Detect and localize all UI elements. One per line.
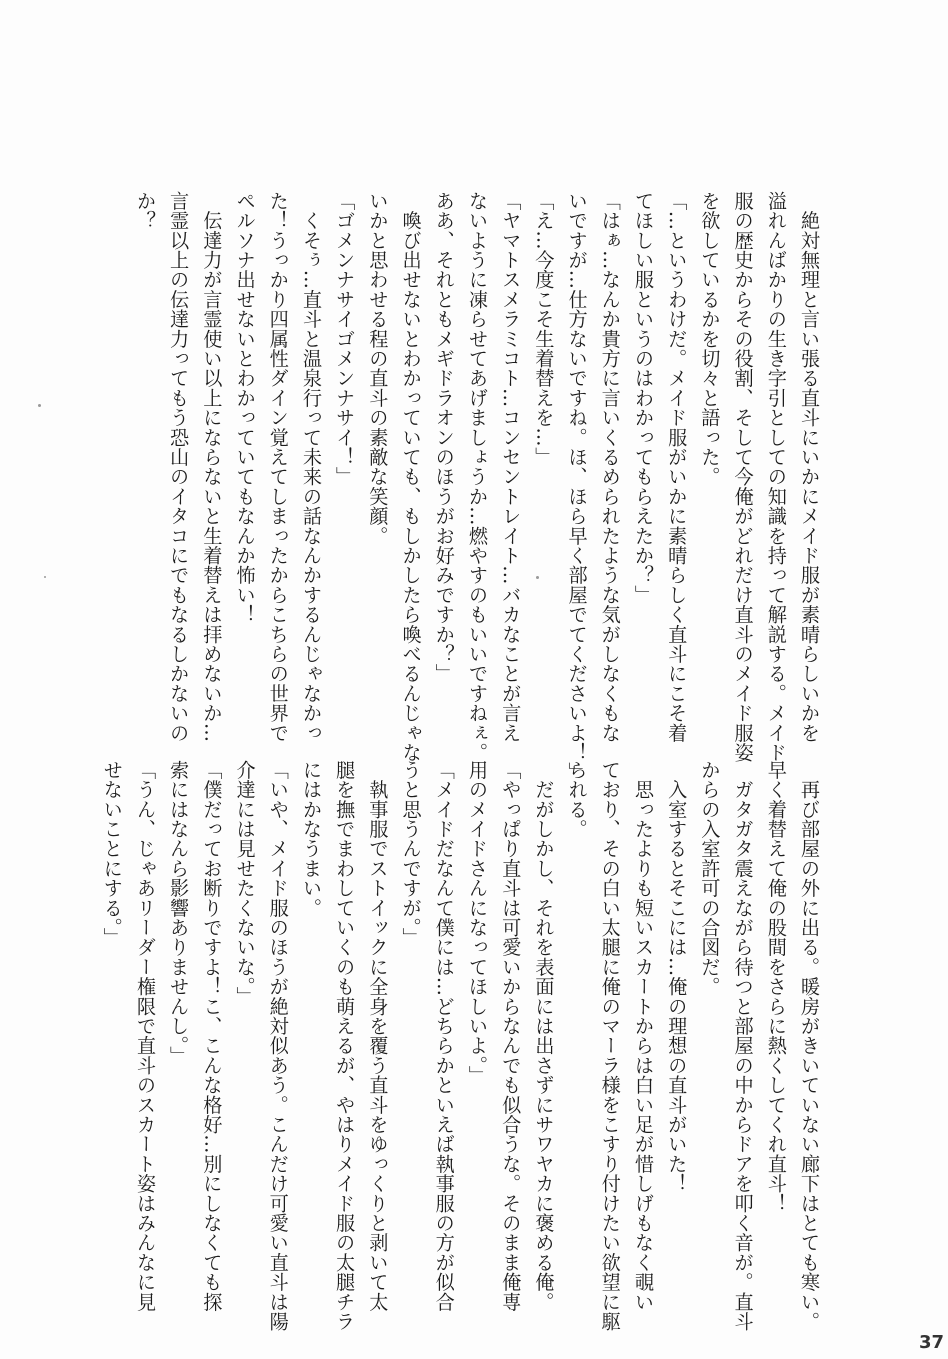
text-line: くそぅ…直斗と温泉行って未来の話なんかするんじゃなかっ	[299, 191, 323, 743]
text-line: にはかなうまい。	[299, 760, 323, 918]
text-line: 介達には見せたくないな。」	[233, 760, 257, 1007]
text-line: を欲しているかを切々と語った。	[698, 191, 722, 487]
text-line: 「はぁ…なんか貴方に言いくるめられたような気がしなくもな	[598, 191, 622, 743]
text-line: 「ヤマトスメラミコト…コンセントレイト…バカなことが言え	[499, 191, 523, 743]
text-line: からの入室許可の合図だ。	[698, 760, 722, 997]
text-line: 喚び出せないとわかっていても、もしかしたら喚べるんじゃな	[399, 191, 423, 763]
text-line: 「…というわけだ。メイド服がいかに素晴らしく直斗にこそ着	[665, 191, 689, 743]
text-line: ああ、それともメギドラオンのほうがお好みですか？」	[432, 191, 456, 684]
text-line: 「やっぱり直斗は可愛いからなんでも似合うな。そのまま俺専	[499, 760, 523, 1312]
upper-text-column	[129, 191, 826, 782]
text-line: 伝達力が言霊使い以上にならないと生着替えは拝めないか…	[200, 191, 224, 743]
scan-speck	[536, 576, 539, 579]
text-line: だがしかし、それを表面には出さずにサワヤカに褒める俺。	[532, 760, 556, 1312]
text-line: 再び部屋の外に出る。暖房がきいていない廊下はとても寒い。	[798, 760, 821, 1332]
text-line: てほしい服というのはわかってもらえたか？」	[631, 191, 655, 605]
text-line: 「うん、じゃあリーダー権限で直斗のスカート姿はみんなに見	[133, 760, 157, 1312]
text-line: た！うっかり四属性ダイン覚えてしまったからこちらの世界で	[266, 191, 290, 743]
text-line: 「ゴメンナサイゴメンナサイ！」	[333, 191, 357, 487]
text-line: 「メイドだなんて僕には…どちらかといえば執事服の方が似合	[432, 760, 456, 1312]
text-line: か？	[133, 191, 157, 231]
text-line: 服の歴史からその役割、そして今俺がどれだけ直斗のメイド服姿	[731, 191, 755, 763]
text-line: いかと思わせる程の直斗の素敵な笑顔。	[366, 191, 390, 546]
text-line: せないことにする。」	[100, 760, 124, 948]
text-line: ペルソナ出せないとわかっていてもなんか怖い！	[233, 191, 257, 625]
text-line: 「え…今度こそ生着替えを…」	[532, 191, 556, 467]
text-line: 早く着替えて俺の股間をさらに熱くしてくれ直斗！	[764, 760, 788, 1214]
text-line: いですが…仕方ないですね。ほ、ほら早く部屋でてくださいよ！」	[565, 191, 589, 782]
text-line: 「いや、メイド服のほうが絶対似あう。こんだけ可愛い直斗は陽	[266, 760, 290, 1332]
text-line: 執事服でストイックに全身を覆う直斗をゆっくりと剥いて太	[366, 760, 390, 1312]
text-line: 思ったよりも短いスカートからは白い足が惜しげもなく覗い	[631, 760, 655, 1312]
text-line: ており、その白い太腿に俺のマーラ様をこすり付けたい欲望に駆	[598, 760, 622, 1332]
text-line: 絶対無理と言い張る直斗にいかにメイド服が素晴らしいかを	[798, 191, 821, 743]
text-line: うと思うんですが。」	[399, 760, 423, 948]
text-line: 用のメイドさんになってほしいよ。」	[465, 760, 489, 1086]
text-line: 言霊以上の伝達力ってもう恐山のイタコにでもなるしかないの	[167, 191, 191, 743]
text-line: ガタガタ震えながら待つと部屋の中からドアを叩く音が。直斗	[731, 760, 755, 1332]
text-line: 索にはなんら影響ありませんし。」	[167, 760, 191, 1066]
text-line: ないように凍らせてあげましょうか…燃やすのもいいですねぇ。	[465, 191, 489, 763]
lower-text-column	[96, 760, 826, 1332]
scan-speck	[44, 576, 46, 578]
text-line: 溢れんばかりの生き字引としての知識を持って解説する。メイド	[764, 191, 788, 763]
text-line: 腿を撫でまわしていくのも萌えるが、やはりメイド服の太腿チラ	[333, 760, 357, 1332]
text-line: 「僕だってお断りですよ！こ、こんな格好…別にしなくても探	[200, 760, 224, 1312]
page-number: 37	[918, 1332, 944, 1353]
scan-speck	[38, 404, 41, 407]
text-line: 入室するとそこには…俺の理想の直斗がいた！	[665, 760, 689, 1194]
text-line: られる。	[565, 760, 589, 839]
